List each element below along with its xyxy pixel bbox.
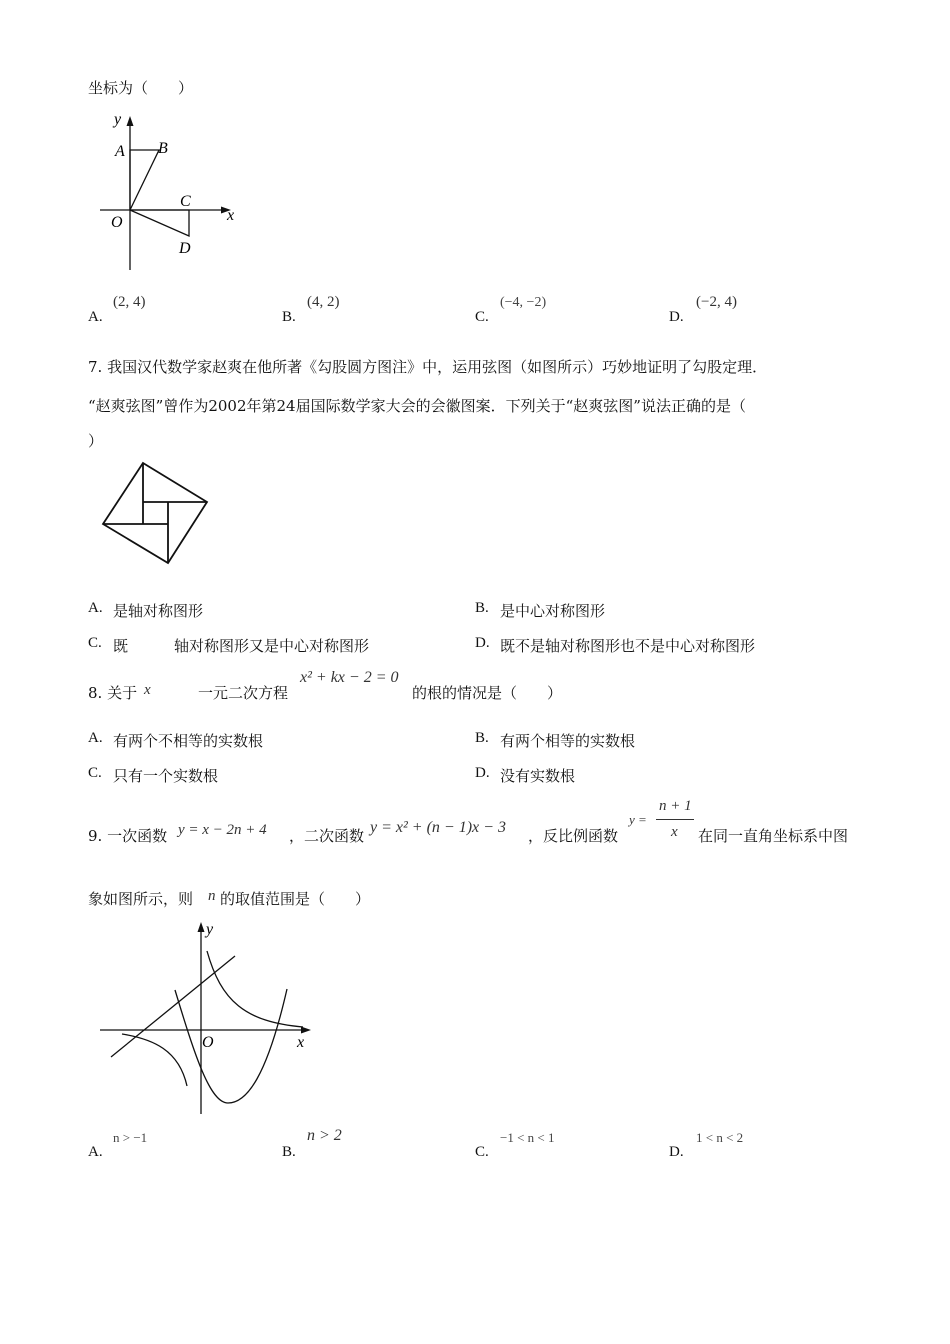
q6-label-x: x <box>227 207 235 224</box>
q9-option-b-letter: B. <box>282 1144 296 1160</box>
q8-option-a-text: 有两个不相等的实数根 <box>113 732 264 750</box>
q9-inverse-numerator: n + 1 <box>659 798 692 814</box>
q7-option-c-text-b: 轴对称图形又是中心对称图形 <box>174 637 370 655</box>
q9-stem-t3: ，反比例函数 <box>528 827 619 845</box>
q6-label-B: B <box>158 140 168 157</box>
q9-label-O: O <box>202 1034 214 1051</box>
q9-option-d-value: 1 < n < 2 <box>696 1130 744 1145</box>
q8-option-c-text: 只有一个实数根 <box>113 767 219 785</box>
q7-outer-square <box>103 463 207 563</box>
q9-stem-line2: 象如图所示，则 <box>88 890 194 908</box>
q9-option-b-value: n > 2 <box>307 1127 342 1144</box>
q6-stem: 坐标为（ ） <box>88 79 194 97</box>
q6-triangle-OCD <box>130 210 189 236</box>
q8-stem-suffix: 的根的情况是（ ） <box>412 684 563 702</box>
q8-option-b-text: 有两个相等的实数根 <box>500 732 636 750</box>
q6-option-d-letter: D. <box>669 309 684 325</box>
q6-option-b-value: (4, 2) <box>307 294 340 310</box>
q6-option-b-letter: B. <box>282 309 296 325</box>
q6-y-arrow <box>127 116 134 126</box>
q6-label-D: D <box>179 240 191 257</box>
q9-option-a-letter: A. <box>88 1144 103 1160</box>
q8-option-b-letter: B. <box>475 730 489 746</box>
q6-option-d-value: (−2, 4) <box>696 294 737 310</box>
q9-linear-function: y = x − 2n + 4 <box>178 822 267 838</box>
q9-option-d-letter: D. <box>669 1144 684 1160</box>
q7-option-b-text: 是中心对称图形 <box>500 602 606 620</box>
q9-fraction-bar <box>656 819 694 820</box>
q7-option-d-letter: D. <box>475 635 490 651</box>
q7-option-a-letter: A. <box>88 600 103 616</box>
q8-option-a-letter: A. <box>88 730 103 746</box>
q9-stem-t1: 9. 一次函数 <box>88 827 168 845</box>
q7-option-b-letter: B. <box>475 600 489 616</box>
q9-function-graph <box>95 916 320 1121</box>
q6-label-C: C <box>180 193 191 210</box>
q6-label-y: y <box>114 111 122 128</box>
q9-stem-t4: 在同一直角坐标系中图 <box>698 827 849 845</box>
q6-option-c-value: (−4, −2) <box>500 295 547 310</box>
q7-option-a-text: 是轴对称图形 <box>113 602 204 620</box>
q7-zhao-shuang-diagram <box>100 460 212 566</box>
q6-coordinate-figure <box>95 108 255 278</box>
q9-option-c-letter: C. <box>475 1144 489 1160</box>
q9-stem-t2: ，二次函数 <box>289 827 365 845</box>
q9-label-y: y <box>206 921 214 938</box>
q7-option-c-text-a: 既 <box>113 637 129 655</box>
q6-label-O: O <box>111 214 123 231</box>
q9-linear-graph <box>111 956 235 1057</box>
q9-inverse-denominator: x <box>671 824 678 840</box>
q6-option-c-letter: C. <box>475 309 489 325</box>
q6-triangle-OAB <box>130 150 159 210</box>
q9-hyperbola-branch-1 <box>207 951 303 1027</box>
q9-stem-line2-tail: 的取值范围是（ ） <box>220 890 371 908</box>
q7-stem-line3: ） <box>88 432 104 450</box>
q8-option-d-letter: D. <box>475 765 490 781</box>
q8-option-c-letter: C. <box>88 765 102 781</box>
q8-equation: x² + kx − 2 = 0 <box>300 669 399 686</box>
q8-stem-prefix: 8. 关于 <box>88 684 138 702</box>
q9-hyperbola-branch-2 <box>122 1034 187 1086</box>
q9-quadratic-function: y = x² + (n − 1)x − 3 <box>370 819 506 836</box>
q9-label-x: x <box>297 1034 305 1051</box>
q6-label-A: A <box>115 143 125 160</box>
q9-option-a-value: n > −1 <box>113 1130 148 1145</box>
q9-y-arrow <box>198 922 205 932</box>
q9-quadratic-graph <box>175 989 287 1103</box>
q9-stem-line2-var: n <box>208 888 216 904</box>
q6-option-a-value: (2, 4) <box>113 294 146 310</box>
q8-stem-mid: 一元二次方程 <box>198 684 289 702</box>
q7-stem-line1: 7. 我国汉代数学家赵爽在他所著《勾股圆方图注》中，运用弦图（如图所示）巧妙地证明了勾股定理． <box>88 358 768 376</box>
q6-option-a-letter: A. <box>88 309 103 325</box>
q7-option-d-text: 既不是轴对称图形也不是中心对称图形 <box>500 637 756 655</box>
q9-inverse-lhs: y = <box>629 812 647 827</box>
q8-option-d-text: 没有实数根 <box>500 767 576 785</box>
q7-option-c-letter: C. <box>88 635 102 651</box>
q7-stem-line2: “赵爽弦图”曾作为2002年第24届国际数学家大会的会徽图案．下列关于“赵爽弦图”说法正确的是（ <box>88 397 746 415</box>
q9-option-c-value: −1 < n < 1 <box>500 1130 555 1145</box>
q8-stem-variable: x <box>144 682 151 698</box>
